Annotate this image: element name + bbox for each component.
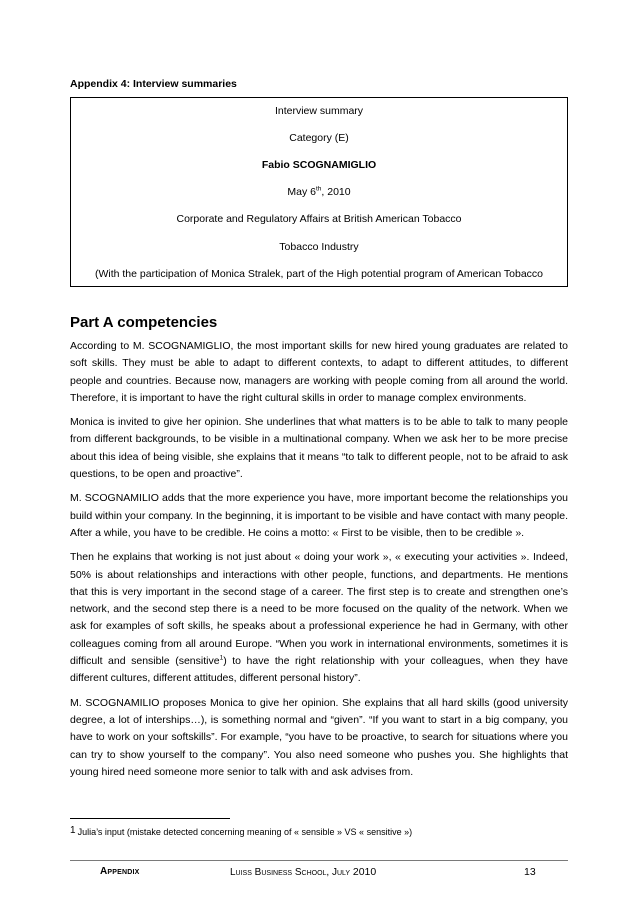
body-text — [70, 338, 568, 788]
paragraph-1: According to M. SCOGNAMIGLIO, the most important skills for new hired young graduates are related to soft skills. They must be able to adapt to different contexts, to adapt to different attitudes, to different people and countries. Because now, managers are working with people coming from all around the world. Therefore, it is important to have the right cultural skills in order to manage complex environments. — [70, 340, 568, 404]
summary-heading: Interview summary — [274, 105, 364, 117]
footer-section-label: Appendix — [100, 866, 140, 877]
page-number: 13 — [524, 866, 536, 878]
footnote-text: Julia’s input (mistake detected concerning meaning of « sensible » VS « sensitive ») — [77, 827, 413, 837]
paragraph-2: Monica is invited to give her opinion. She underlines that what matters is to be able to talk to many people from different backgrounds, to be visible in a multinational company. When we ask her to be more precise about this idea of being visible, she explains that it means “to talk to different people, not to be afraid to ask questions, to be open and proactive”. — [70, 416, 568, 481]
participation-note: (With the participation of Monica Stralek, part of the High potential program of American Tobacco — [94, 268, 544, 280]
date-prefix: May 6 — [287, 186, 316, 198]
date-suffix: , 2010 — [321, 186, 351, 198]
footnote — [70, 825, 412, 837]
footnote-divider — [70, 818, 230, 819]
footer-divider — [70, 860, 568, 861]
interviewee-industry: Tobacco Industry — [279, 241, 359, 253]
paragraph-5: M. SCOGNAMILIO proposes Monica to give her opinion. She explains that all hard skills (good university degree, a lot of interships…), is something normal and “given”. “If you want to start in a big company, you have to work on your softskills”. For example, “you have to be proactive, to search for situations where you can try to show yourself to the company”. You also need someone who pushes you. She highlights that young hired need someone more senior to talk with and ask advises from. — [70, 696, 568, 778]
paragraph-3: M. SCOGNAMILIO adds that the more experience you have, more important become the relationships you build within your company. In the beginning, it is important to be visible and have contact with many people. After a while, you have to be credible. He coins a motto: « First to be visible, then to be credible ». — [70, 492, 568, 539]
interviewee-name: Fabio SCOGNAMIGLIO — [261, 159, 377, 171]
summary-category: Category (E) — [289, 132, 349, 144]
footer-school-name: Luiss Business School, July — [230, 867, 351, 878]
footer-year: 2010 — [352, 866, 377, 878]
interview-date — [71, 186, 567, 198]
interview-summary-box — [70, 97, 568, 287]
paragraph-4-part-a: Then he explains that working is not just about « doing your work », « executing your activities ». Indeed, 50% is about relationships and interactions with other people, functions, and departments. He mentions that this is very important in the second stage of a career. The first step is to create and strengthen one’s network, and the second step there is a need to be more focused on the quality of the network. When we ask for examples of soft skills, he speaks about a professional experience he had in Germany, with other colleagues coming from all around Europe. “When you work in international environments, sometimes it is difficult and sensible (sensitive — [70, 551, 568, 668]
paragraph-4-part-b: ) to have the right relationship with your colleagues, when they have different cultures, different attitudes, different personal history”. — [70, 655, 568, 685]
date-superscript: th — [315, 185, 322, 193]
footnote-reference: 1 — [219, 654, 224, 662]
paragraph-4 — [70, 549, 568, 687]
interviewee-role: Corporate and Regulatory Affairs at British American Tobacco — [176, 213, 462, 225]
footer-school — [230, 866, 376, 878]
footnote-mark: 1 — [70, 825, 76, 836]
section-title: Part A competencies — [70, 314, 218, 331]
appendix-title: Appendix 4: Interview summaries — [70, 78, 237, 90]
